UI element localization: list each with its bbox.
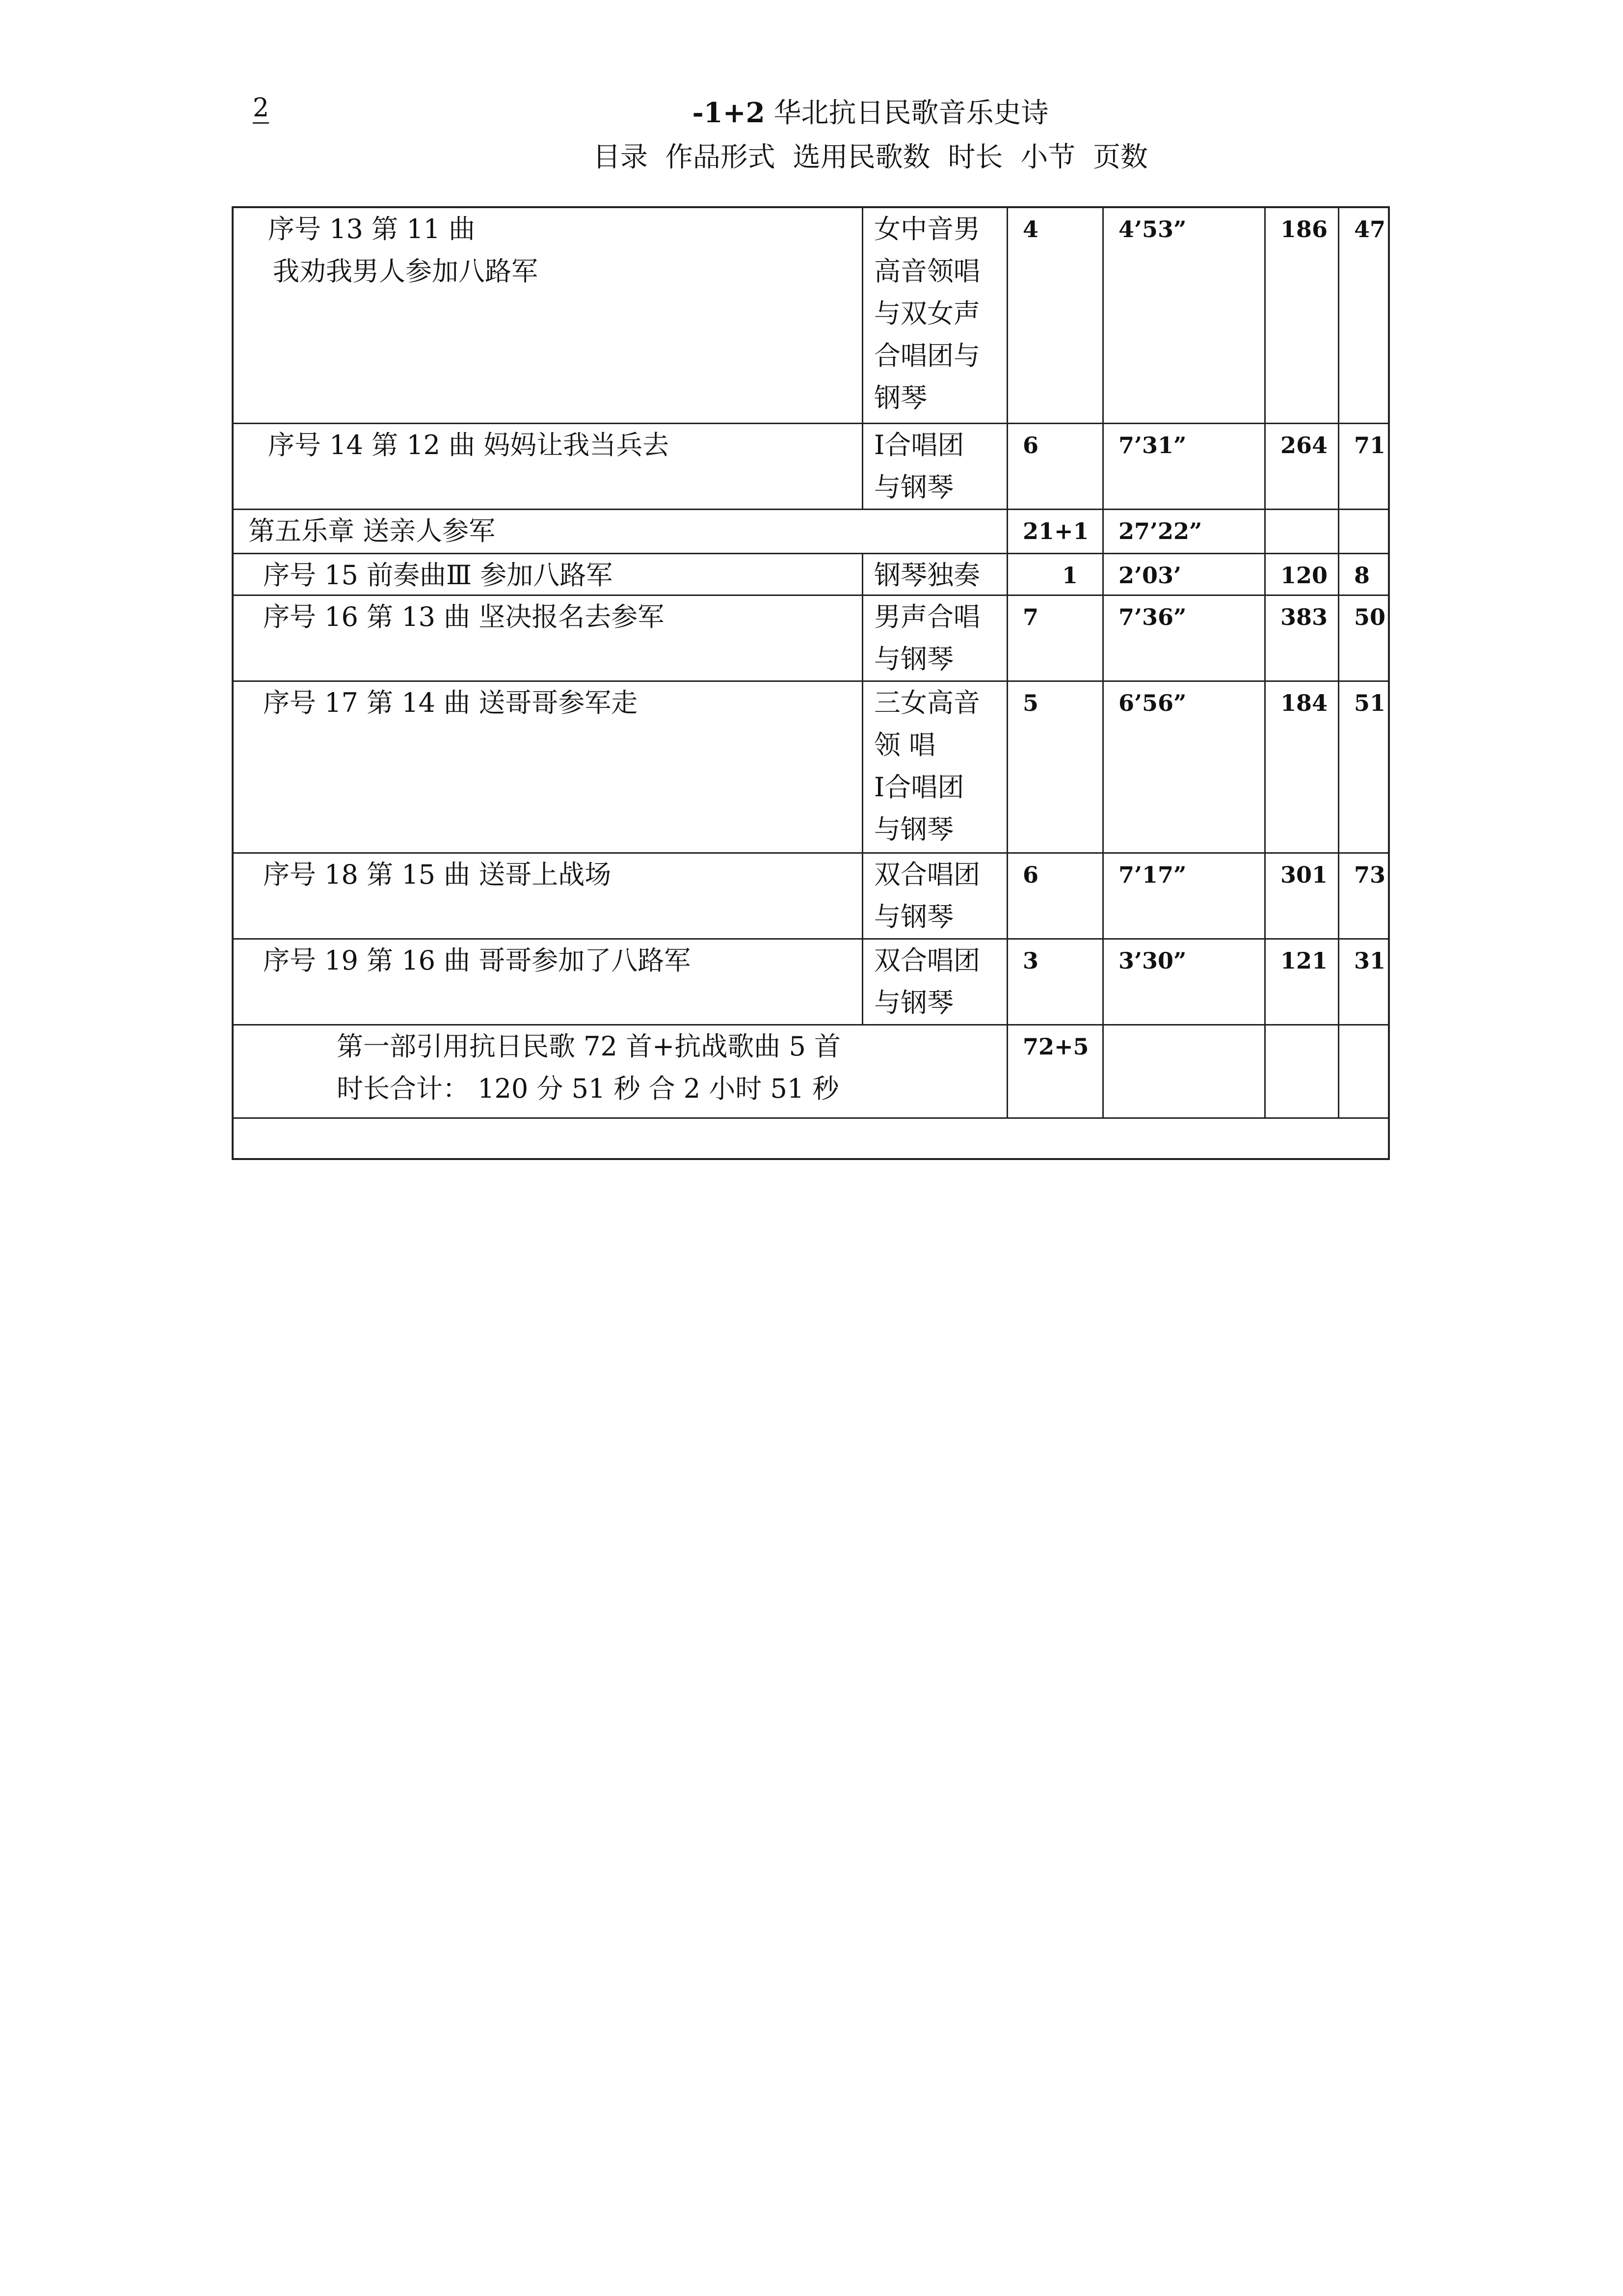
page-count xyxy=(1338,554,1392,594)
duration-value: 3’30” xyxy=(1118,947,1187,974)
duration-value: 4’53” xyxy=(1118,216,1187,243)
contents-table xyxy=(232,206,1390,1160)
page-count xyxy=(1338,940,1392,1024)
folk-song-count-value: 4 xyxy=(1023,216,1039,243)
bar-count xyxy=(1264,854,1338,938)
performance-form-line: 女中音男 xyxy=(874,214,980,244)
page-count-value: 73 xyxy=(1354,862,1386,888)
duration xyxy=(1102,596,1264,680)
table-row-item xyxy=(234,596,1388,682)
bar-count-value: 383 xyxy=(1280,604,1328,630)
piece-title-line: 序号 13 第 11 曲 xyxy=(268,214,476,244)
performance-form-cell xyxy=(862,682,1007,852)
page-count-value: 51 xyxy=(1354,690,1386,716)
performance-form-line: 与钢琴 xyxy=(874,472,954,503)
total-song-count xyxy=(1007,1026,1102,1117)
performance-form-line: 与钢琴 xyxy=(874,644,954,675)
performance-form-line: Ⅰ合唱团 xyxy=(874,772,964,803)
movement-title-text: 第五乐章 送亲人参军 xyxy=(248,515,496,546)
folk-song-count-value: 6 xyxy=(1023,432,1039,459)
piece-title-cell xyxy=(234,208,862,423)
page-count xyxy=(1338,208,1392,423)
bar-count xyxy=(1264,554,1338,594)
performance-form-line: 领 唱 xyxy=(874,729,936,760)
page-count-value: 71 xyxy=(1354,432,1386,459)
piece-title-cell xyxy=(234,854,862,938)
page-count-value: 47 xyxy=(1354,216,1386,243)
piece-title-cell xyxy=(234,596,862,680)
bar-count-value: 186 xyxy=(1280,216,1328,243)
performance-form-line: 男声合唱 xyxy=(874,601,980,632)
duration xyxy=(1102,854,1264,938)
performance-form-cell xyxy=(862,208,1007,423)
duration-value: 7’36” xyxy=(1118,604,1187,630)
piece-title-line: 序号 14 第 12 曲 妈妈让我当兵去 xyxy=(268,430,669,460)
folk-song-count xyxy=(1007,554,1102,594)
total-song-count-value: 72+5 xyxy=(1023,1033,1089,1060)
performance-form-cell xyxy=(862,424,1007,509)
folk-song-count xyxy=(1007,596,1102,680)
total-pages xyxy=(1338,1026,1392,1117)
performance-form-line: 与钢琴 xyxy=(874,987,954,1018)
bar-count-value: 264 xyxy=(1280,432,1328,459)
performance-form-line: Ⅰ合唱团 xyxy=(874,430,964,460)
folk-song-count xyxy=(1007,940,1102,1024)
piece-title-cell xyxy=(234,682,862,852)
total-bars xyxy=(1264,1026,1338,1117)
performance-form-line: 高音领唱 xyxy=(874,256,980,287)
performance-form-cell xyxy=(862,940,1007,1024)
folk-song-count-value: 5 xyxy=(1023,690,1039,716)
performance-form-line: 钢琴 xyxy=(874,382,927,413)
bar-count-value: 121 xyxy=(1280,947,1328,974)
piece-title-cell xyxy=(234,940,862,1024)
piece-title-cell xyxy=(234,554,862,594)
duration-value: 2’03’ xyxy=(1118,562,1182,589)
performance-form-line: 与钢琴 xyxy=(874,814,954,845)
document-header xyxy=(0,91,1623,180)
performance-form-cell xyxy=(862,596,1007,680)
movement-bars xyxy=(1264,510,1338,553)
folk-song-count xyxy=(1007,854,1102,938)
piece-title-line: 序号 18 第 15 曲 送哥上战场 xyxy=(263,859,612,890)
total-duration xyxy=(1102,1026,1264,1117)
folk-song-count xyxy=(1007,682,1102,852)
performance-form-cell xyxy=(862,554,1007,594)
table-row-item xyxy=(234,940,1388,1026)
bar-count xyxy=(1264,940,1338,1024)
page-count-value: 31 xyxy=(1354,947,1386,974)
title-prefix: -1+2 xyxy=(692,97,765,129)
performance-form-line: 双合唱团 xyxy=(874,859,980,890)
page-count xyxy=(1338,424,1392,509)
performance-form-line: 合唱团与 xyxy=(874,340,980,371)
movement-duration xyxy=(1102,510,1264,553)
duration xyxy=(1102,940,1264,1024)
piece-title-line: 我劝我男人参加八路军 xyxy=(273,256,538,287)
page-count-value: 50 xyxy=(1354,604,1386,630)
table-column-caption: 目录 作品形式 选用民歌数 时长 小节 页数 xyxy=(592,141,1148,173)
page-number: 2 xyxy=(253,94,269,124)
part-total-cell xyxy=(234,1026,1007,1117)
title-text: 华北抗日民歌音乐史诗 xyxy=(773,97,1049,129)
page-count xyxy=(1338,854,1392,938)
page-count-value: 8 xyxy=(1354,562,1370,589)
duration xyxy=(1102,554,1264,594)
page-count xyxy=(1338,682,1392,852)
duration-value: 7’17” xyxy=(1118,862,1187,888)
bar-count xyxy=(1264,424,1338,509)
folk-song-count xyxy=(1007,424,1102,509)
folk-song-count-value: 7 xyxy=(1023,604,1039,630)
bar-count-value: 120 xyxy=(1280,562,1328,589)
duration-value: 6’56” xyxy=(1118,690,1187,716)
table-row-item xyxy=(234,208,1388,424)
folk-song-count-value: 6 xyxy=(1023,862,1039,888)
part-total-line: 时长合计： 120 分 51 秒 合 2 小时 51 秒 xyxy=(337,1073,839,1104)
performance-form-line: 与双女声 xyxy=(874,298,980,329)
folk-song-count xyxy=(1007,208,1102,423)
table-row-item xyxy=(234,854,1388,940)
bar-count-value: 301 xyxy=(1280,862,1328,888)
folk-song-count-value: 3 xyxy=(1023,947,1039,974)
part-total-line: 第一部引用抗日民歌 72 首+抗战歌曲 5 首 xyxy=(337,1031,841,1062)
movement-duration-value: 27’22” xyxy=(1118,518,1202,544)
performance-form-line: 双合唱团 xyxy=(874,945,980,976)
table-row-item xyxy=(234,424,1388,510)
folk-song-count-value: 1 xyxy=(1062,562,1078,589)
performance-form-line: 与钢琴 xyxy=(874,901,954,932)
duration xyxy=(1102,424,1264,509)
table-row-section xyxy=(234,510,1388,554)
table-row-item xyxy=(234,682,1388,854)
page-count xyxy=(1338,596,1392,680)
bar-count xyxy=(1264,596,1338,680)
piece-title-line: 序号 19 第 16 曲 哥哥参加了八路军 xyxy=(263,945,691,976)
performance-form-cell xyxy=(862,854,1007,938)
piece-title-line: 序号 17 第 14 曲 送哥哥参军走 xyxy=(263,687,638,718)
piece-title-line: 序号 16 第 13 曲 坚决报名去参军 xyxy=(263,601,665,632)
table-row-empty xyxy=(234,1119,1388,1160)
bar-count xyxy=(1264,208,1338,423)
performance-form-line: 钢琴独奏 xyxy=(874,560,980,591)
duration xyxy=(1102,682,1264,852)
movement-song-count xyxy=(1007,510,1102,553)
piece-title-line: 序号 15 前奏曲Ⅲ 参加八路军 xyxy=(263,560,613,591)
performance-form-line: 三女高音 xyxy=(874,687,980,718)
movement-song-count-value: 21+1 xyxy=(1023,518,1089,544)
movement-pages xyxy=(1338,510,1392,553)
movement-title xyxy=(234,510,1007,553)
table-row-item xyxy=(234,554,1388,596)
piece-title-cell xyxy=(234,424,862,509)
duration xyxy=(1102,208,1264,423)
table-row-total xyxy=(234,1026,1388,1119)
duration-value: 7’31” xyxy=(1118,432,1187,459)
bar-count xyxy=(1264,682,1338,852)
bar-count-value: 184 xyxy=(1280,690,1328,716)
document-title xyxy=(0,91,1623,135)
